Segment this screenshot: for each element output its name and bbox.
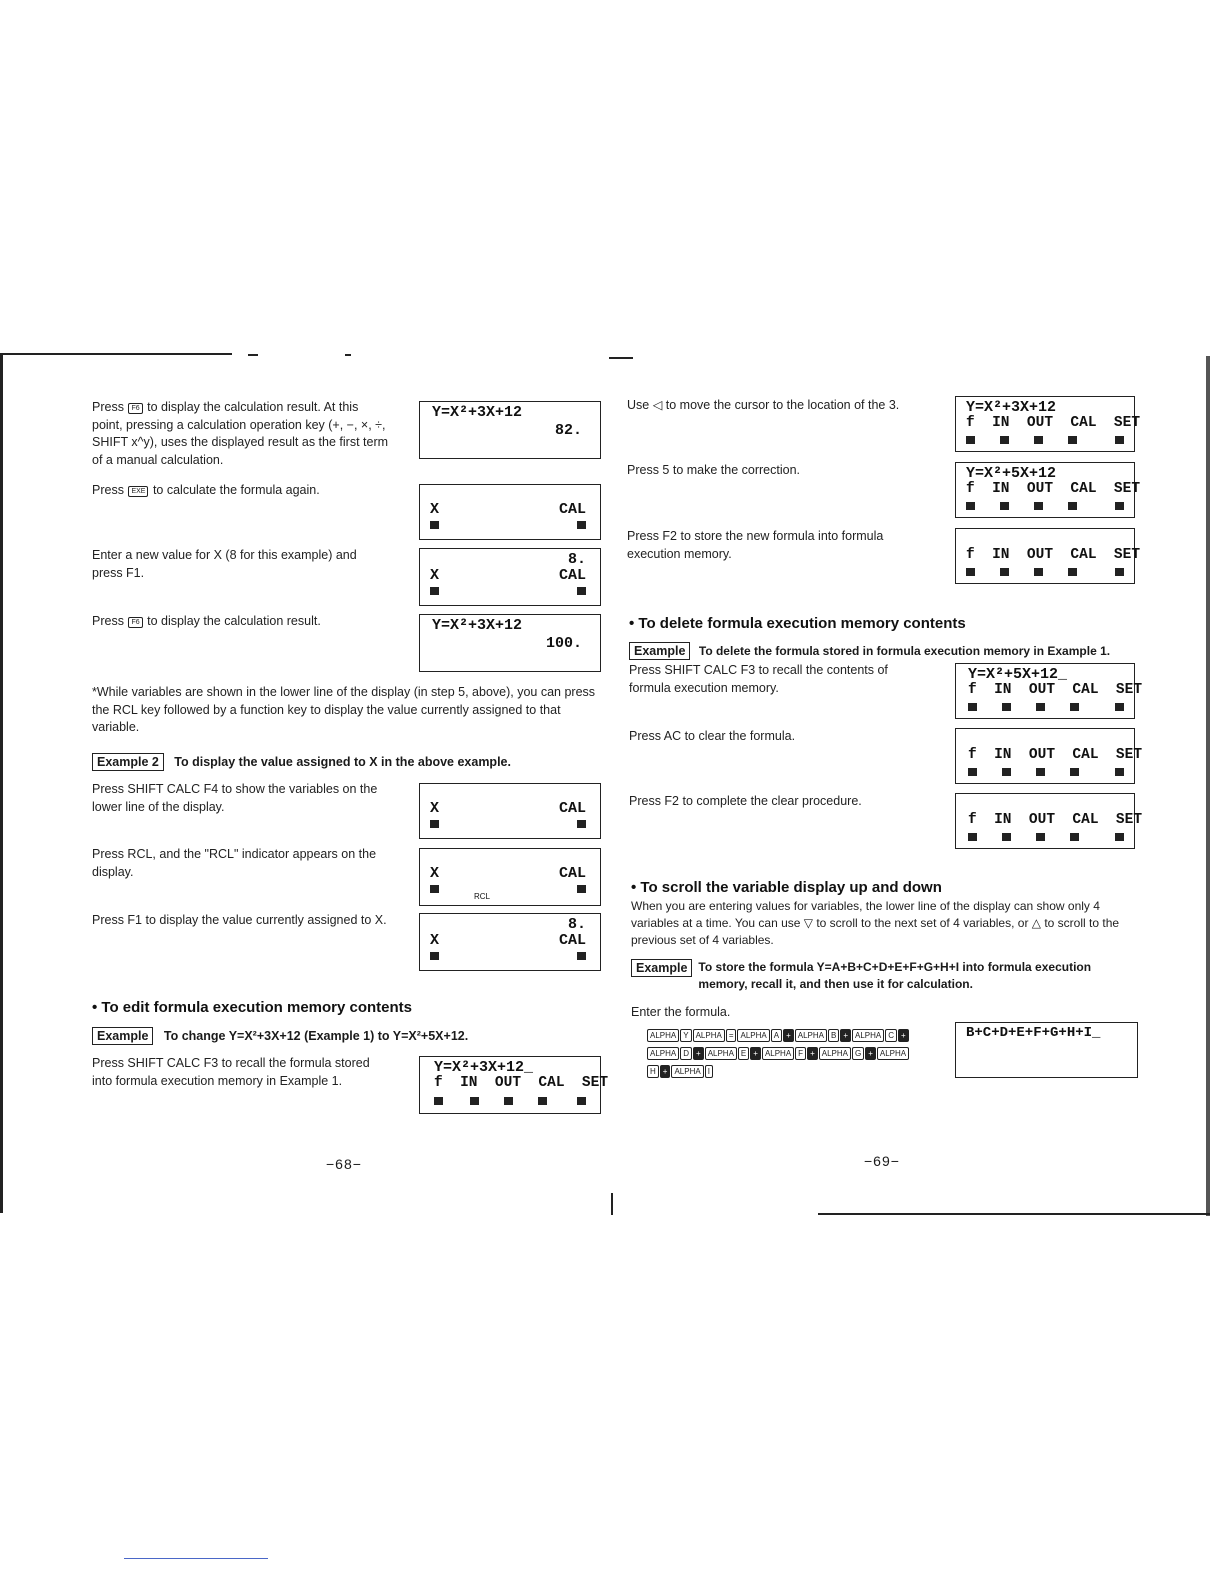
f1-label	[968, 703, 977, 711]
edit-heading: • To edit formula execution memory contents	[92, 999, 413, 1016]
top-tick-1	[248, 354, 258, 356]
delete-example-header	[629, 642, 1149, 660]
f6-label	[577, 587, 586, 595]
display-formula: Y=X²+3X+12	[432, 404, 523, 421]
f2-label	[470, 1097, 479, 1105]
f1-label	[430, 885, 439, 893]
f2-label	[1002, 703, 1011, 711]
calc-key-plus: +	[660, 1065, 671, 1078]
display-100	[419, 614, 601, 672]
calc-key-g: G	[852, 1047, 864, 1060]
right-step-correction: Press 5 to make the correction.	[627, 463, 800, 477]
f1-label	[966, 502, 975, 510]
f3-label	[1036, 703, 1045, 711]
calc-key-f: F	[795, 1047, 806, 1060]
f2-label	[1002, 833, 1011, 841]
display-var-x: X	[430, 501, 440, 518]
edit-example-title: To change Y=X²+3X+12 (Example 1) to Y=X²+5X+12.	[163, 1029, 469, 1043]
f3-label	[1034, 502, 1043, 510]
display-82	[419, 401, 601, 459]
page-number-right: −69−	[864, 1153, 900, 1169]
edit-example-header	[92, 1027, 604, 1045]
display-value: 8.	[567, 916, 586, 933]
f3-label	[1036, 833, 1045, 841]
display-menu: f IN OUT CAL SET	[968, 812, 1143, 828]
bottom-rule-right	[818, 1213, 1210, 1215]
display-menu: f IN OUT CAL SET	[434, 1075, 609, 1091]
scroll-enter-formula: Enter the formula.	[631, 1005, 731, 1019]
f1-label	[968, 768, 977, 776]
display-corrected	[955, 462, 1141, 518]
step-enter-new-x: Enter a new value for X (8 for this example) and press F1.	[92, 548, 357, 580]
f4-label	[1068, 568, 1077, 576]
display-result: 82.	[554, 422, 582, 439]
display-long-formula	[955, 1022, 1138, 1078]
f6-label	[1115, 703, 1124, 711]
calc-key-=: =	[726, 1029, 737, 1042]
step-press-exe: Press EXE to calculate the formula again.	[92, 483, 320, 497]
key-row-3	[647, 1062, 937, 1080]
f6-label	[1115, 768, 1124, 776]
display-var-x: X	[430, 567, 440, 584]
edit-step: Press SHIFT CALC F3 to recall the formula stored into formula execution memory in Example 1.	[92, 1056, 370, 1088]
f2-label	[1000, 502, 1009, 510]
display-ex2-rcl	[419, 848, 601, 906]
page-number-left: −68−	[326, 1156, 362, 1172]
edit-example-label: Example	[92, 1027, 153, 1045]
f1-label	[966, 436, 975, 444]
f4-label	[1068, 436, 1077, 444]
display-cal: CAL	[558, 865, 586, 882]
display-var-x: X	[430, 865, 440, 882]
display-value: 8.	[567, 551, 586, 568]
f6-key: F6	[128, 617, 142, 628]
bottom-blue-line	[124, 1558, 268, 1559]
display-delete-recall	[955, 663, 1143, 719]
display-cal: CAL	[558, 932, 586, 949]
display-x-cal	[419, 484, 601, 540]
display-cursor-3	[955, 396, 1141, 452]
display-cal: CAL	[558, 501, 586, 518]
calc-key-plus: +	[840, 1029, 851, 1042]
center-bottom-mark	[611, 1193, 613, 1215]
calc-key-c: C	[885, 1029, 897, 1042]
display-formula: Y=X²+5X+12_	[968, 666, 1068, 683]
example2-title: To display the value assigned to X in the above example.	[174, 755, 511, 769]
f6-label	[577, 952, 586, 960]
scroll-heading: • To scroll the variable display up and down	[631, 879, 942, 896]
f4-label	[538, 1097, 547, 1105]
f1-label	[430, 587, 439, 595]
ex2-step-2: Press RCL, and the "RCL" indicator appears on the display.	[92, 847, 377, 879]
display-menu: f IN OUT CAL SET	[968, 682, 1143, 698]
right-step-store: Press F2 to store the new formula into formula execution memory.	[627, 529, 884, 561]
rcl-indicator: RCL	[474, 892, 491, 901]
right-step-move-cursor: Use ◁ to move the cursor to the location of the 3.	[627, 398, 900, 412]
display-menu: f IN OUT CAL SET	[968, 747, 1143, 763]
display-clear-complete	[955, 793, 1143, 849]
display-menu: f IN OUT CAL SET	[966, 415, 1141, 431]
calc-key-alpha: ALPHA	[693, 1029, 725, 1042]
f2-label	[1000, 568, 1009, 576]
f4-label	[1070, 703, 1079, 711]
f2-label	[1002, 768, 1011, 776]
step-press-f6-result-2: Press F6 to display the calculation result.	[92, 614, 321, 628]
display-formula: Y=X²+3X+12	[966, 399, 1057, 416]
delete-step-2: Press AC to clear the formula.	[629, 729, 796, 743]
f6-label	[1115, 502, 1124, 510]
f6-label	[1115, 568, 1124, 576]
display-edit-recall	[419, 1056, 609, 1114]
scroll-example-header	[631, 959, 1139, 993]
example2-header	[92, 753, 604, 771]
calc-key-alpha: ALPHA	[671, 1065, 703, 1078]
display-formula: Y=X²+5X+12	[966, 465, 1057, 482]
f1-label	[430, 521, 439, 529]
calc-key-b: B	[828, 1029, 839, 1042]
top-rule-left	[0, 353, 232, 355]
f3-label	[504, 1097, 513, 1105]
f3-label	[1034, 568, 1043, 576]
calc-key-alpha: ALPHA	[852, 1029, 884, 1042]
f4-label	[1070, 833, 1079, 841]
display-menu: f IN OUT CAL SET	[966, 547, 1141, 563]
f3-label	[1034, 436, 1043, 444]
display-formula: B+C+D+E+F+G+H+I_	[966, 1025, 1101, 1041]
calc-key-y: Y	[680, 1029, 691, 1042]
f6-label	[1115, 436, 1124, 444]
left-edge	[0, 353, 3, 1213]
right-edge	[1206, 356, 1210, 1216]
center-top-mark	[609, 357, 633, 359]
calc-key-alpha: ALPHA	[795, 1029, 827, 1042]
display-menu: f IN OUT CAL SET	[966, 481, 1141, 497]
f1-label	[968, 833, 977, 841]
calc-key-plus: +	[783, 1029, 794, 1042]
f1-label	[434, 1097, 443, 1105]
calc-key-alpha: ALPHA	[737, 1029, 769, 1042]
key-row-2	[647, 1044, 937, 1062]
calc-key-h: H	[647, 1065, 659, 1078]
calc-key-d: D	[680, 1047, 692, 1060]
display-ex2-x-cal	[419, 783, 601, 839]
ex2-step-1: Press SHIFT CALC F4 to show the variables on the lower line of the display.	[92, 782, 378, 814]
calc-key-plus: +	[693, 1047, 704, 1060]
calc-key-a: A	[771, 1029, 782, 1042]
f4-label	[1068, 502, 1077, 510]
ex2-step-3: Press F1 to display the value currently assigned to X.	[92, 913, 387, 927]
calc-key-alpha: ALPHA	[647, 1029, 679, 1042]
exe-key: EXE	[128, 486, 148, 497]
display-x-8	[419, 548, 601, 606]
delete-heading: • To delete formula execution memory contents	[629, 615, 966, 632]
f2-label	[1000, 436, 1009, 444]
f1-label	[430, 820, 439, 828]
display-formula: Y=X²+3X+12	[432, 617, 523, 634]
display-cal: CAL	[558, 567, 586, 584]
calc-key-plus: +	[865, 1047, 876, 1060]
calc-key-alpha: ALPHA	[877, 1047, 909, 1060]
display-stored	[955, 528, 1141, 584]
scroll-body: When you are entering values for variables, the lower line of the display can show only 4 variables at a time. You can use ▽ to scroll to the next set of 4 variables, or △ to scroll to the previous set of 4 variables.	[631, 899, 1120, 947]
calc-key-alpha: ALPHA	[647, 1047, 679, 1060]
display-formula: Y=X²+3X+12_	[434, 1059, 534, 1076]
key-sequence	[647, 1026, 937, 1080]
display-cleared	[955, 728, 1143, 784]
f3-label	[1036, 768, 1045, 776]
key-row-1	[647, 1026, 937, 1044]
scroll-example-label: Example	[631, 959, 692, 977]
rcl-note: *While variables are shown in the lower line of the display (in step 5, above), you can press the RCL key followed by a function key to display the value currently assigned to that variable.	[92, 685, 596, 734]
f6-label	[577, 885, 586, 893]
f6-key: F6	[128, 403, 142, 414]
f6-label	[577, 521, 586, 529]
delete-step-3: Press F2 to complete the clear procedure.	[629, 794, 862, 808]
display-var-x: X	[430, 800, 440, 817]
delete-example-label: Example	[629, 642, 690, 660]
f6-label	[1115, 833, 1124, 841]
calc-key-plus: +	[898, 1029, 909, 1042]
delete-step-1: Press SHIFT CALC F3 to recall the contents of formula execution memory.	[629, 663, 888, 695]
f4-label	[1070, 768, 1079, 776]
delete-example-title: To delete the formula stored in formula execution memory in Example 1.	[698, 644, 1111, 658]
f6-label	[577, 1097, 586, 1105]
calc-key-alpha: ALPHA	[762, 1047, 794, 1060]
calc-key-plus: +	[750, 1047, 761, 1060]
scroll-example-title: To store the formula Y=A+B+C+D+E+F+G+H+I into formula execution memory, recall it, and then use it for calculation.	[698, 960, 1092, 991]
calc-key-i: I	[705, 1065, 713, 1078]
f1-label	[430, 952, 439, 960]
calc-key-plus: +	[807, 1047, 818, 1060]
calc-key-alpha: ALPHA	[705, 1047, 737, 1060]
example2-label: Example 2	[92, 753, 164, 771]
top-tick-2	[345, 354, 351, 356]
calc-key-alpha: ALPHA	[819, 1047, 851, 1060]
step-press-f6-result: Press F6 to display the calculation result. At this point, pressing a calculation operation key (+, −, ×, ÷, SHIFT x^y), uses the displayed result as the first term of a manual calculation.	[92, 400, 389, 467]
calc-key-e: E	[738, 1047, 749, 1060]
f1-label	[966, 568, 975, 576]
display-var-x: X	[430, 932, 440, 949]
display-cal: CAL	[558, 800, 586, 817]
f6-label	[577, 820, 586, 828]
display-ex2-x-8	[419, 913, 601, 971]
display-result: 100.	[545, 635, 582, 652]
